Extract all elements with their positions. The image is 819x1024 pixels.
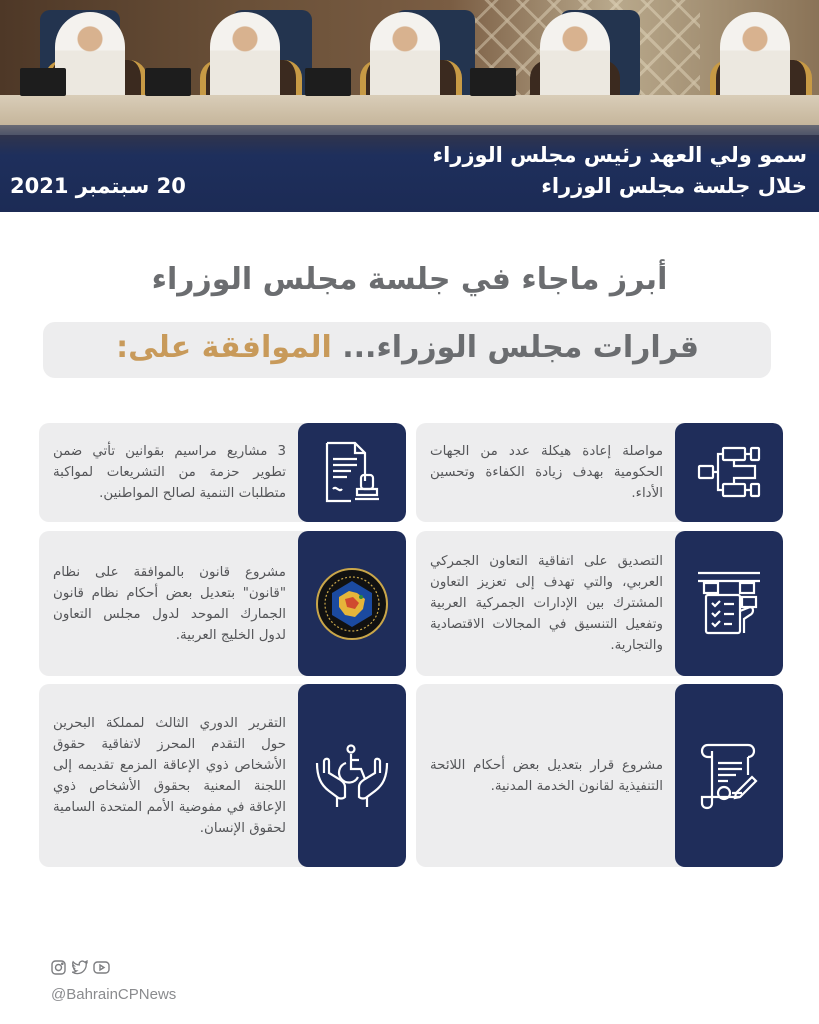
card-icon-box	[675, 423, 783, 522]
card-text: 3 مشاريع مراسيم بقوانين تأتي ضمن تطوير حزمة من التشريعات لمواكبة متطلبات التنمية لصالح المواطنين.	[53, 444, 286, 501]
social-icons	[51, 960, 108, 976]
hero-caption-band	[0, 125, 819, 212]
hierarchy-chart-icon	[697, 444, 761, 502]
card-text: مواصلة إعادة هيكلة عدد من الجهات الحكومية بهدف زيادة الكفاءة وتحسين الأداء.	[430, 444, 663, 501]
decision-card-1	[416, 423, 783, 522]
social-handle[interactable]: @BahrainCPNews	[51, 986, 177, 1003]
hero-person	[720, 12, 790, 108]
subheading-prefix: قرارات مجلس الوزراء...	[342, 330, 699, 365]
certificate-scroll-icon	[698, 741, 760, 811]
decision-card-2	[39, 423, 406, 522]
card-icon-box	[675, 531, 783, 676]
hero-banner	[0, 0, 819, 212]
hero-monitor	[145, 68, 191, 96]
hero-date: 20 سبتمبر 2021	[10, 174, 186, 198]
card-text: التصديق على اتفاقية التعاون الجمركي العربي، والتي تهدف إلى تعزيز التعاون المشترك بين الإدارات الجمركية العربية وتفعيل التنسيق في المجالات الاقتصادية والتجارية.	[430, 554, 663, 653]
hero-title-line2: خلال جلسة مجلس الوزراء	[541, 174, 807, 198]
card-text: التقرير الدوري الثالث لمملكة البحرين حول التقدم المحرز لاتفاقية حقوق الأشخاص ذوي الإعاقة المزمع تقديمه إلى اللجنة المعنية بحقوق الأشخاص ذوي الإعاقة في مفوضية الأمم المتحدة السامية لحقوق الإنسان.	[53, 715, 286, 836]
hero-monitor	[305, 68, 351, 96]
card-text-wrap	[430, 684, 663, 867]
subheading-bar	[43, 322, 771, 378]
document-stamp-icon	[321, 441, 383, 505]
decision-card-3	[416, 531, 783, 676]
twitter-icon[interactable]	[72, 960, 87, 975]
card-text: مشروع قانون بالموافقة على نظام "قانون" بتعديل بعض أحكام نظام قانون الجمارك الموحد لدول مجلس التعاون لدول الخليج العربية.	[53, 564, 286, 643]
card-text-wrap	[53, 531, 286, 676]
subheading-text	[116, 330, 699, 365]
card-text-wrap	[53, 423, 286, 522]
card-text-wrap	[430, 531, 663, 676]
hero-monitor	[470, 68, 516, 96]
card-icon-box	[298, 423, 406, 522]
disability-care-hands-icon	[315, 743, 389, 809]
instagram-icon[interactable]	[51, 960, 66, 975]
decision-card-5	[416, 684, 783, 867]
card-text-wrap	[53, 684, 286, 867]
card-text: مشروع قرار بتعديل بعض أحكام اللائحة التنفيذية لقانون الخدمة المدنية.	[430, 757, 663, 794]
card-text-wrap	[430, 423, 663, 522]
youtube-icon[interactable]	[93, 960, 108, 975]
hero-title-line1: سمو ولي العهد رئيس مجلس الوزراء	[432, 143, 807, 167]
gcc-emblem-icon	[315, 567, 389, 641]
hero-monitor	[20, 68, 66, 96]
decision-card-4	[39, 531, 406, 676]
hero-person	[210, 12, 280, 108]
card-icon-box	[298, 531, 406, 676]
customs-checklist-icon	[696, 571, 762, 637]
card-icon-box	[298, 684, 406, 867]
hero-person	[370, 12, 440, 108]
decision-card-6	[39, 684, 406, 867]
hero-person	[540, 12, 610, 108]
card-icon-box	[675, 684, 783, 867]
page-heading: أبرز ماجاء في جلسة مجلس الوزراء	[151, 262, 668, 297]
subheading-accent: الموافقة على:	[116, 330, 332, 365]
